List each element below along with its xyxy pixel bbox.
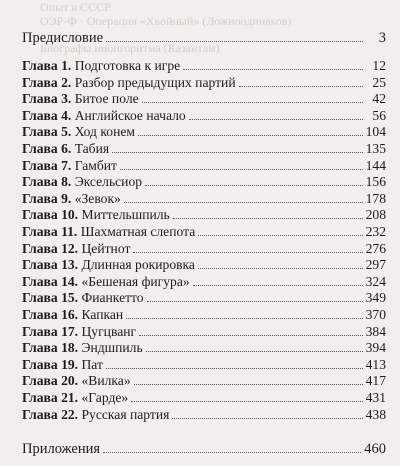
toc-chapter-label	[22, 290, 144, 306]
bleed-through-text: Биографы иноигоритма (Казантам)	[40, 41, 220, 55]
toc-chapter-row	[22, 241, 386, 257]
chapter-title: Ход конем	[74, 124, 135, 140]
chapter-title: Шахматная слепота	[80, 224, 196, 239]
dot-leader	[193, 285, 363, 286]
chapter-title: Пат	[81, 356, 103, 372]
toc-chapter-row	[22, 307, 386, 323]
dot-leader	[198, 235, 362, 236]
toc-page-number: 156	[365, 174, 386, 190]
toc-chapter-row	[22, 58, 386, 74]
toc-chapter-label	[22, 174, 142, 190]
chapter-number: Глава 9.	[22, 190, 72, 206]
chapter-title: Разбор предыдущих партий	[74, 74, 236, 90]
toc-chapter-label	[22, 91, 139, 107]
toc-page-number: 349	[365, 290, 386, 306]
toc-page-number: 104	[365, 124, 386, 140]
toc-page-number: 324	[365, 273, 386, 289]
dot-leader	[120, 169, 363, 170]
dot-leader	[189, 119, 363, 120]
toc-chapter-row	[22, 224, 386, 240]
chapter-title: Русская партия	[81, 406, 170, 422]
dot-leader	[172, 418, 362, 419]
bleed-through-text: ОЭР-Ф · Операция «Хвойный» (Ложноодинаков)	[40, 14, 292, 28]
toc-page-number: 25	[372, 74, 386, 90]
chapter-title: Битое поле	[74, 91, 139, 107]
chapter-number: Глава 14.	[22, 273, 79, 289]
toc-chapter-label	[22, 307, 123, 323]
dot-leader	[183, 69, 363, 70]
toc-chapter-row	[22, 290, 386, 306]
toc-page-number: 3	[378, 30, 386, 46]
toc-chapter-row	[22, 340, 386, 356]
toc-chapter-row	[22, 274, 386, 290]
chapter-title: «Бешеная фигура»	[81, 273, 190, 289]
toc-page-number: 12	[372, 58, 386, 73]
toc-chapter-label	[22, 124, 135, 140]
toc-page-number: 431	[365, 390, 386, 405]
toc-chapter-row	[22, 373, 386, 389]
toc-label: Предисловие	[22, 30, 104, 46]
toc-page-number: 276	[365, 240, 386, 256]
dot-leader	[133, 252, 362, 253]
toc-page-number: 460	[364, 441, 386, 457]
chapter-number: Глава 17.	[22, 323, 79, 339]
toc-chapter-row	[22, 357, 386, 373]
chapter-title: «Вилка»	[81, 373, 131, 389]
chapter-number: Глава 2.	[22, 74, 72, 90]
chapter-number: Глава 1.	[22, 58, 72, 73]
dot-leader	[103, 452, 361, 453]
toc-chapter-label	[22, 141, 109, 157]
toc-chapter-label	[22, 75, 236, 91]
chapter-title: Цейтнот	[81, 240, 131, 256]
dot-leader	[147, 301, 363, 302]
toc-page-number: 370	[365, 307, 386, 322]
toc-page-number: 417	[365, 373, 386, 389]
toc-chapter-label	[22, 224, 195, 240]
toc-page-number: 384	[365, 323, 386, 339]
chapter-number: Глава 15.	[22, 290, 79, 306]
chapter-number: Глава 8.	[22, 174, 72, 190]
chapter-number: Глава 11.	[22, 224, 78, 239]
toc-chapter-label	[22, 373, 131, 389]
toc-chapter-row	[22, 124, 386, 140]
dot-leader	[239, 86, 363, 87]
chapter-title: Подготовка к игре	[74, 58, 181, 73]
dot-leader	[126, 318, 362, 319]
toc-chapter-label	[22, 58, 180, 74]
chapter-number: Глава 3.	[22, 91, 72, 107]
chapter-number: Глава 21.	[22, 390, 79, 405]
toc-chapter-label	[22, 257, 195, 273]
toc-page-number: 297	[365, 257, 386, 273]
chapter-number: Глава 22.	[22, 406, 79, 422]
chapter-title: Капкан	[81, 307, 124, 322]
toc-chapter-row	[22, 191, 386, 207]
chapter-number: Глава 16.	[22, 307, 79, 322]
dot-leader	[198, 268, 363, 269]
dot-leader	[142, 102, 363, 103]
chapter-title: Фианкетто	[81, 290, 144, 306]
toc-chapter-label	[22, 158, 117, 174]
dot-leader	[146, 351, 363, 352]
toc-page-number: 178	[365, 190, 386, 206]
chapter-number: Глава 4.	[22, 107, 72, 123]
dot-leader	[139, 335, 363, 336]
chapter-number: Глава 7.	[22, 157, 72, 173]
chapter-number: Глава 19.	[22, 356, 79, 372]
toc-chapter-row	[22, 108, 386, 124]
chapter-title: Английское начало	[74, 107, 186, 123]
toc-chapter-row	[22, 174, 386, 190]
toc-chapter-label	[22, 390, 128, 406]
toc-chapter-label	[22, 274, 190, 290]
chapter-number: Глава 13.	[22, 257, 79, 273]
toc-page-number: 42	[372, 91, 386, 107]
toc-page-number: 135	[365, 141, 386, 156]
chapter-title: Эндшпиль	[81, 340, 143, 356]
chapter-number: Глава 20.	[22, 373, 79, 389]
bleed-through-text: Опыт в СССР	[40, 0, 111, 14]
dot-leader	[173, 218, 363, 219]
chapter-title: Цугцванг	[81, 323, 137, 339]
toc-page-number: 413	[365, 356, 386, 372]
chapter-number: Глава 6.	[22, 141, 72, 156]
chapter-title: Миттельшпиль	[81, 207, 170, 223]
toc-chapter-label	[22, 357, 103, 373]
toc-chapter-label	[22, 191, 121, 207]
chapter-title: Эксельсиор	[74, 174, 143, 190]
toc-page-number: 438	[365, 406, 386, 422]
dot-leader	[124, 202, 363, 203]
toc-page-number: 56	[372, 107, 386, 123]
toc-chapter-row	[22, 390, 386, 406]
chapter-title: «Гарде»	[81, 390, 129, 405]
toc-chapter-row	[22, 207, 386, 223]
toc-page-number: 144	[365, 157, 386, 173]
toc-page-number: 394	[365, 340, 386, 356]
dot-leader	[106, 368, 363, 369]
toc-chapter-row	[22, 407, 386, 423]
toc-label: Приложения	[22, 441, 101, 457]
toc-chapter-label	[22, 407, 169, 423]
toc-chapter-label	[22, 108, 186, 124]
toc-appendix	[22, 441, 386, 457]
chapter-number: Глава 10.	[22, 207, 79, 223]
chapter-title: «Зевок»	[74, 190, 121, 206]
dot-leader	[112, 152, 362, 153]
toc-chapter-row	[22, 158, 386, 174]
chapter-number: Глава 5.	[22, 124, 72, 140]
dot-leader	[145, 185, 363, 186]
dot-leader	[138, 135, 363, 136]
toc-preface	[22, 30, 386, 46]
toc-chapter-row	[22, 91, 386, 107]
toc-page-number: 208	[365, 207, 386, 223]
chapter-title: Табия	[74, 141, 110, 156]
chapter-number: Глава 18.	[22, 340, 79, 356]
dot-leader	[106, 41, 363, 42]
toc-chapter-label	[22, 340, 143, 356]
chapter-title: Гамбит	[74, 157, 117, 173]
toc-chapter-row	[22, 257, 386, 273]
toc-chapter-row	[22, 324, 386, 340]
dot-leader	[134, 384, 363, 385]
toc-chapter-row	[22, 75, 386, 91]
toc-chapter-label	[22, 207, 170, 223]
toc-chapter-label	[22, 241, 130, 257]
chapter-number: Глава 12.	[22, 240, 79, 256]
toc-chapter-label	[22, 324, 136, 340]
dot-leader	[131, 401, 362, 402]
toc-chapter-row	[22, 141, 386, 157]
toc-page-number: 232	[365, 224, 386, 239]
chapter-title: Длинная рокировка	[81, 257, 195, 273]
